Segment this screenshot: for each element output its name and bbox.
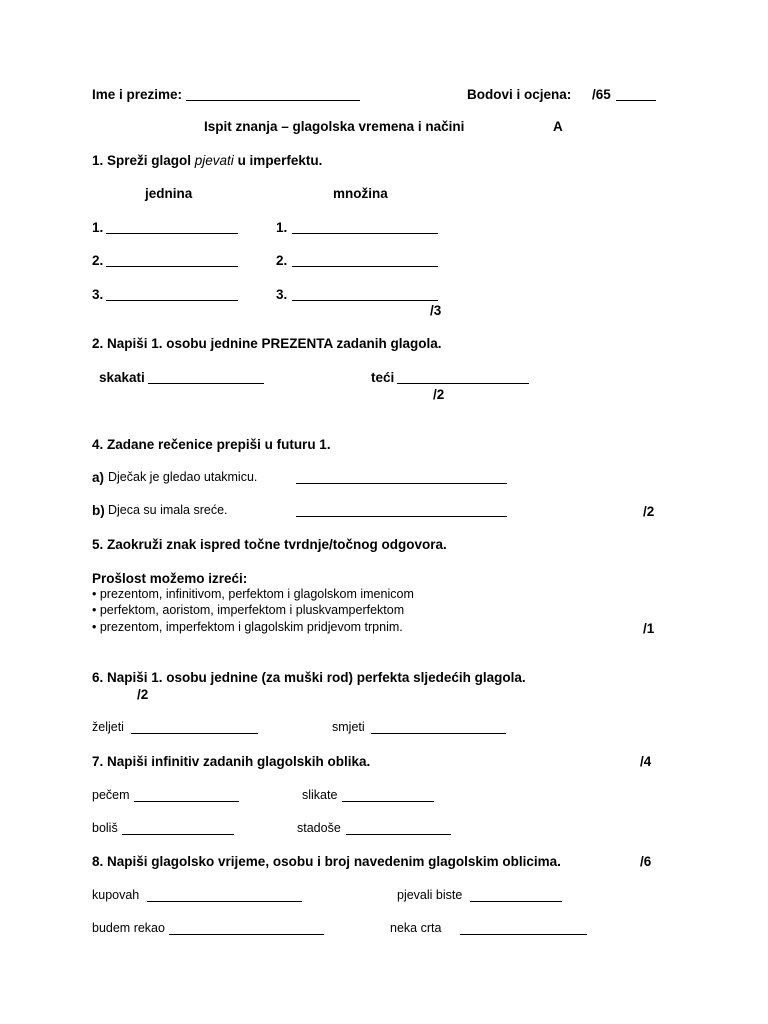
question-2-points: /2 <box>433 387 445 402</box>
question-8-field-3[interactable] <box>169 934 324 935</box>
question-6-points: /2 <box>137 687 149 702</box>
question-4-b-label: b) <box>92 503 105 518</box>
question-2-verb-1: skakati <box>99 370 145 385</box>
grade-field[interactable] <box>616 100 656 101</box>
question-4-b-sentence: Djeca su imala sreće. <box>108 503 228 517</box>
question-5-lead: Prošlost možemo izreći: <box>92 571 248 586</box>
plural-row-2-field[interactable] <box>292 266 438 267</box>
question-1-text-a: 1. Spreži glagol <box>92 153 195 168</box>
question-7-form-1: pečem <box>92 788 130 802</box>
question-2-verb-2: teći <box>371 370 395 385</box>
question-8-field-4[interactable] <box>460 934 587 935</box>
plural-row-2-label: 2. <box>276 253 288 268</box>
test-variant: A <box>553 119 563 134</box>
page-title: Ispit znanja – glagolska vremena i načini <box>204 119 465 134</box>
question-5-option-1[interactable]: • prezentom, infinitivom, perfektom i glagolskom imenicom <box>92 587 414 601</box>
question-6-verb-2: smjeti <box>332 720 365 734</box>
score-total: /65 <box>592 87 611 102</box>
name-label: Ime i prezime: <box>92 87 183 102</box>
singular-row-3-label: 3. <box>92 287 104 302</box>
question-8-points: /6 <box>640 854 652 869</box>
question-6-field-2[interactable] <box>371 733 506 734</box>
question-5-option-3[interactable]: • prezentom, imperfektom i glagolskim pridjevom trpnim. <box>92 620 403 634</box>
score-label: Bodovi i ocjena: <box>467 87 572 102</box>
column-plural: množina <box>333 186 388 201</box>
column-singular: jednina <box>145 186 193 201</box>
name-field[interactable] <box>186 100 360 101</box>
question-1-points: /3 <box>430 303 442 318</box>
question-7-form-4: stadoše <box>297 821 341 835</box>
question-4-points: /2 <box>643 504 655 519</box>
plural-row-3-field[interactable] <box>292 300 438 301</box>
question-7-points: /4 <box>640 754 652 769</box>
question-8-form-1: kupovah <box>92 888 140 902</box>
question-7-field-1[interactable] <box>134 801 239 802</box>
singular-row-1-field[interactable] <box>106 233 238 234</box>
question-8-form-3: budem rekao <box>92 921 165 935</box>
question-6-field-1[interactable] <box>131 733 258 734</box>
question-4-a-sentence: Dječak je gledao utakmicu. <box>108 470 258 484</box>
question-8: 8. Napiši glagolsko vrijeme, osobu i broj navedenim glagolskim oblicima. <box>92 854 561 869</box>
question-4-a-field[interactable] <box>296 483 507 484</box>
question-8-form-4: neka crta <box>390 921 442 935</box>
question-7-field-4[interactable] <box>346 834 451 835</box>
singular-row-3-field[interactable] <box>106 300 238 301</box>
question-1 <box>92 154 322 168</box>
question-7-field-3[interactable] <box>122 834 234 835</box>
question-4: 4. Zadane rečenice prepiši u futuru 1. <box>92 437 331 452</box>
singular-row-2-label: 2. <box>92 253 104 268</box>
question-5-points: /1 <box>643 621 655 636</box>
question-7: 7. Napiši infinitiv zadanih glagolskih oblika. <box>92 754 371 769</box>
question-8-field-2[interactable] <box>470 901 562 902</box>
question-8-form-2: pjevali biste <box>397 888 463 902</box>
question-7-form-2: slikate <box>302 788 338 802</box>
question-5: 5. Zaokruži znak ispred točne tvrdnje/točnog odgovora. <box>92 537 447 552</box>
question-5-option-2[interactable]: • perfektom, aoristom, imperfektom i pluskvamperfektom <box>92 603 405 617</box>
question-1-verb: pjevati <box>194 153 234 168</box>
question-2: 2. Napiši 1. osobu jednine PREZENTA zadanih glagola. <box>92 336 442 351</box>
question-2-field-2[interactable] <box>397 383 529 384</box>
plural-row-1-field[interactable] <box>292 233 438 234</box>
question-1-text-b: u imperfektu. <box>233 153 323 168</box>
question-4-b-field[interactable] <box>296 516 507 517</box>
plural-row-3-label: 3. <box>276 287 288 302</box>
plural-row-1-label: 1. <box>276 220 288 235</box>
question-2-field-1[interactable] <box>148 383 264 384</box>
question-6-verb-1: željeti <box>92 720 124 734</box>
question-7-field-2[interactable] <box>342 801 434 802</box>
question-8-field-1[interactable] <box>147 901 302 902</box>
singular-row-2-field[interactable] <box>106 266 238 267</box>
singular-row-1-label: 1. <box>92 220 104 235</box>
question-7-form-3: boliš <box>92 821 118 835</box>
question-4-a-label: a) <box>92 470 105 485</box>
question-6: 6. Napiši 1. osobu jednine (za muški rod) perfekta sljedećih glagola. <box>92 670 526 685</box>
